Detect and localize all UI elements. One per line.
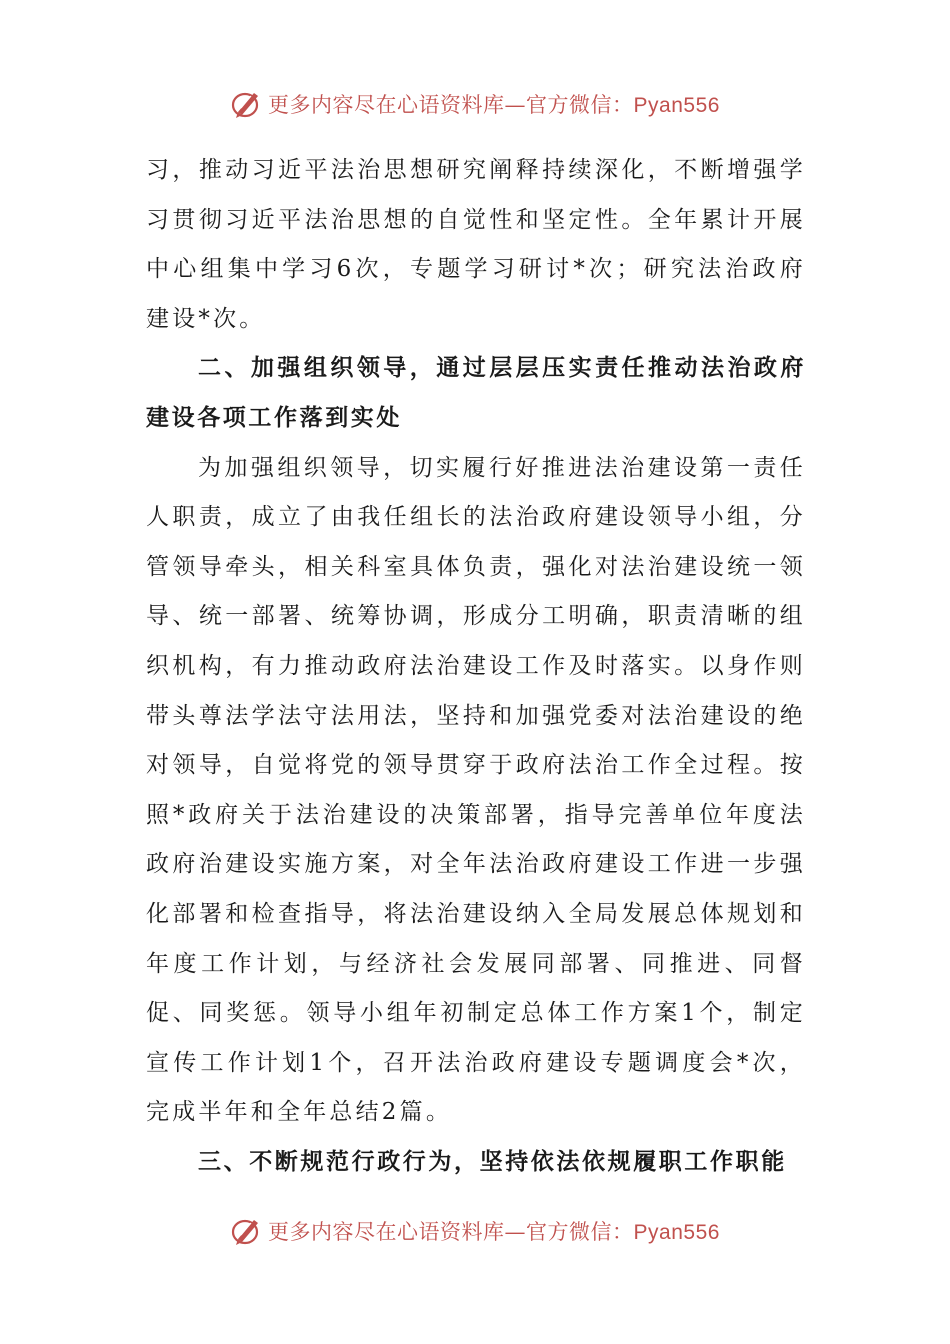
- section-heading-2: 二、加强组织领导，通过层层压实责任推动法治政府建设各项工作落到实处: [146, 355, 806, 431]
- footer-banner: [0, 1211, 950, 1251]
- section-heading-3: 三、不断规范行政行为，坚持依法依规履职工作职能: [198, 1148, 787, 1175]
- paragraph-2: 为加强组织领导，切实履行好推进法治建设第一责任人职责，成立了由我任组长的法治政府建设领导小组，分管领导牵头，相关科室具体负责，强化对法治建设统一领导、统一部署、统筹协调，形成分工明确，职责清晰的组织机构，有力推动政府法治建设工作及时落实。以身作则带头尊法学法守法用法，坚持和加强党委对法治建设的绝对领导，自觉将党的领导贯穿于政府法治工作全过程。按照*政府关于法治建设的决策部署，指导完善单位年度法政府治建设实施方案，对全年法治政府建设工作进一步强化部署和检查指导，将法治建设纳入全局发展总体规划和年度工作计划，与经济社会发展同部署、同推进、同督促、同奖惩。领导小组年初制定总体工作方案1个，制定宣传工作计划1个，召开法治政府建设专题调度会*次，完成半年和全年总结2篇。: [146, 454, 806, 1126]
- footer-wechat-id: Pyan556: [633, 1221, 720, 1244]
- pen-logo-icon: [230, 87, 264, 121]
- header-wechat-id: Pyan556: [633, 94, 720, 117]
- document-body: [146, 146, 806, 1187]
- pen-logo-icon: [230, 1214, 264, 1248]
- footer-banner-text: 更多内容尽在心语资料库—官方微信：Pyan556: [268, 1220, 720, 1244]
- header-banner-text: 更多内容尽在心语资料库—官方微信：Pyan556: [268, 93, 720, 117]
- paragraph-1: 习，推动习近平法治思想研究阐释持续深化，不断增强学习贯彻习近平法治思想的自觉性和坚定性。全年累计开展中心组集中学习6次，专题学习研讨*次；研究法治政府建设*次。: [146, 157, 806, 332]
- header-banner: [0, 84, 950, 124]
